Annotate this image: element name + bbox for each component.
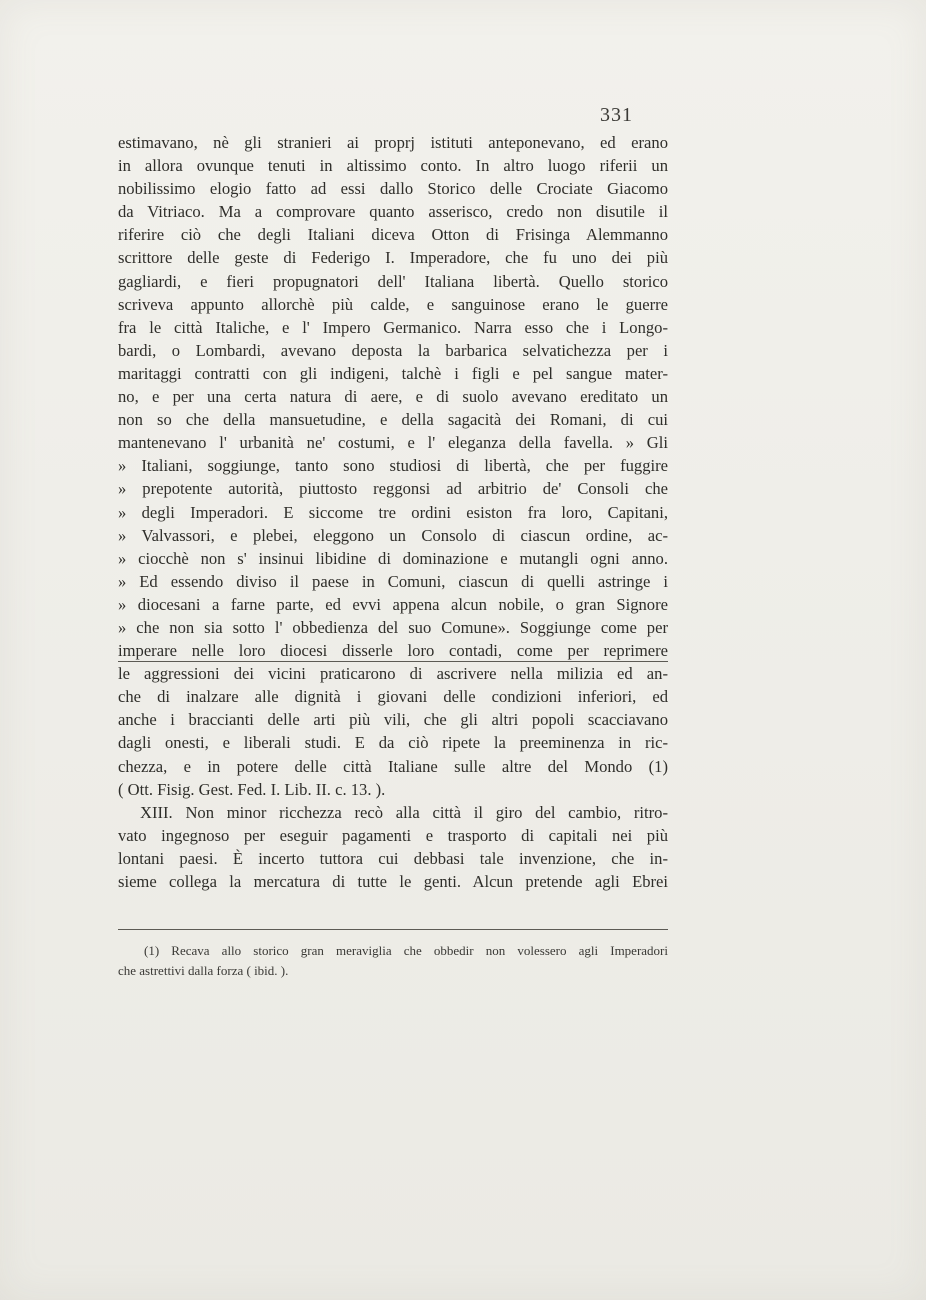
footnote-separator bbox=[118, 929, 668, 930]
text-line: fra le città Italiche, e l' Impero Germanico. Narra esso che i Longo- bbox=[118, 317, 668, 337]
body-text bbox=[118, 131, 668, 893]
quote-line: » che non sia sotto l' obbedienza del suo Comune». Soggiunge come per bbox=[118, 617, 668, 637]
quote-line: » degli Imperadori. E siccome tre ordini esiston fra loro, Capitani, bbox=[118, 502, 668, 522]
text-line: le aggressioni dei vicini praticarono di ascrivere nella milizia ed an- bbox=[118, 664, 668, 684]
footnote bbox=[118, 941, 668, 981]
text-line: estimavano, nè gli stranieri ai proprj istituti anteponevano, ed erano bbox=[118, 133, 668, 152]
text-line: non so che della mansuetudine, e della sagacità dei Romani, di cui bbox=[118, 410, 668, 430]
page-number: 331 bbox=[600, 104, 633, 126]
text-line: scriveva appunto allorchè più calde, e sanguinose erano le guerre bbox=[118, 294, 668, 314]
text-line: in allora ovunque tenuti in altissimo conto. In altro luogo riferii un bbox=[118, 156, 668, 176]
text-line: nobilissimo elogio fatto ad essi dallo Storico delle Crociate Giacomo bbox=[118, 179, 668, 199]
quote-line: » prepotente autorità, piuttosto reggonsi ad arbitrio de' Consoli che bbox=[118, 479, 668, 499]
text-line: scrittore delle geste di Federigo I. Imperadore, che fu uno dei più bbox=[118, 248, 668, 268]
footnote-line: che astrettivi dalla forza ( ibid. ). bbox=[118, 963, 289, 978]
section-start-line: XIII. Non minor ricchezza recò alla città il giro del cambio, ritro- bbox=[140, 802, 668, 822]
text-line: che di inalzare alle dignità i giovani delle condizioni inferiori, ed bbox=[118, 687, 668, 707]
text-line: bardi, o Lombardi, avevano deposta la barbarica selvatichezza per i bbox=[118, 340, 668, 360]
text-line: no, e per una certa natura di aere, e di suolo avevano ereditato un bbox=[118, 387, 668, 407]
quote-line: » diocesani a farne parte, ed evvi appena alcun nobile, o gran Signore bbox=[118, 594, 668, 614]
text-line: imperare nelle loro diocesi disserle loro contadi, come per reprimere bbox=[118, 641, 668, 661]
quote-line: » Ed essendo diviso il paese in Comuni, ciascun di quelli astringe i bbox=[118, 571, 668, 591]
footnote-line: (1) Recava allo storico gran meraviglia che obbedir non volessero agli Imperadori bbox=[144, 943, 668, 958]
text-line: da Vitriaco. Ma a comprovare quanto asserisco, credo non disutile il bbox=[118, 202, 668, 222]
quote-line: » Italiani, soggiunge, tanto sono studiosi di libertà, che per fuggire bbox=[118, 456, 668, 476]
text-line: mantenevano l' urbanità ne' costumi, e l' eleganza della favella. » Gli bbox=[118, 433, 668, 453]
text-line: gagliardi, e fieri propugnatori dell' Italiana libertà. Quello storico bbox=[118, 271, 668, 291]
quote-line: » ciocchè non s' insinui libidine di dominazione e mutangli ogni anno. bbox=[118, 548, 668, 568]
quote-line: » Valvassori, e plebei, eleggono un Consolo di ciascun ordine, ac- bbox=[118, 525, 668, 545]
text-line: sieme collega la mercatura di tutte le genti. Alcun pretende agli Ebrei bbox=[118, 872, 668, 891]
text-line: maritaggi contratti con gli indigeni, talchè i figli e pel sangue mater- bbox=[118, 363, 668, 383]
text-line: lontani paesi. È incerto tuttora cui debbasi tale invenzione, che in- bbox=[118, 848, 668, 868]
text-line: riferire ciò che degli Italiani diceva Otton di Frisinga Alemmanno bbox=[118, 225, 668, 245]
text-line: chezza, e in potere delle città Italiane sulle altre del Mondo (1) bbox=[118, 756, 668, 776]
text-line: anche i braccianti delle arti più vili, che gli altri popoli scacciavano bbox=[118, 710, 668, 730]
text-line: dagli onesti, e liberali studi. E da ciò ripete la preeminenza in ric- bbox=[118, 733, 668, 753]
citation-line: ( Ott. Fisig. Gest. Fed. I. Lib. II. c. 13. ). bbox=[118, 779, 386, 799]
text-line: vato ingegnoso per eseguir pagamenti e trasporto di capitali nei più bbox=[118, 825, 668, 845]
